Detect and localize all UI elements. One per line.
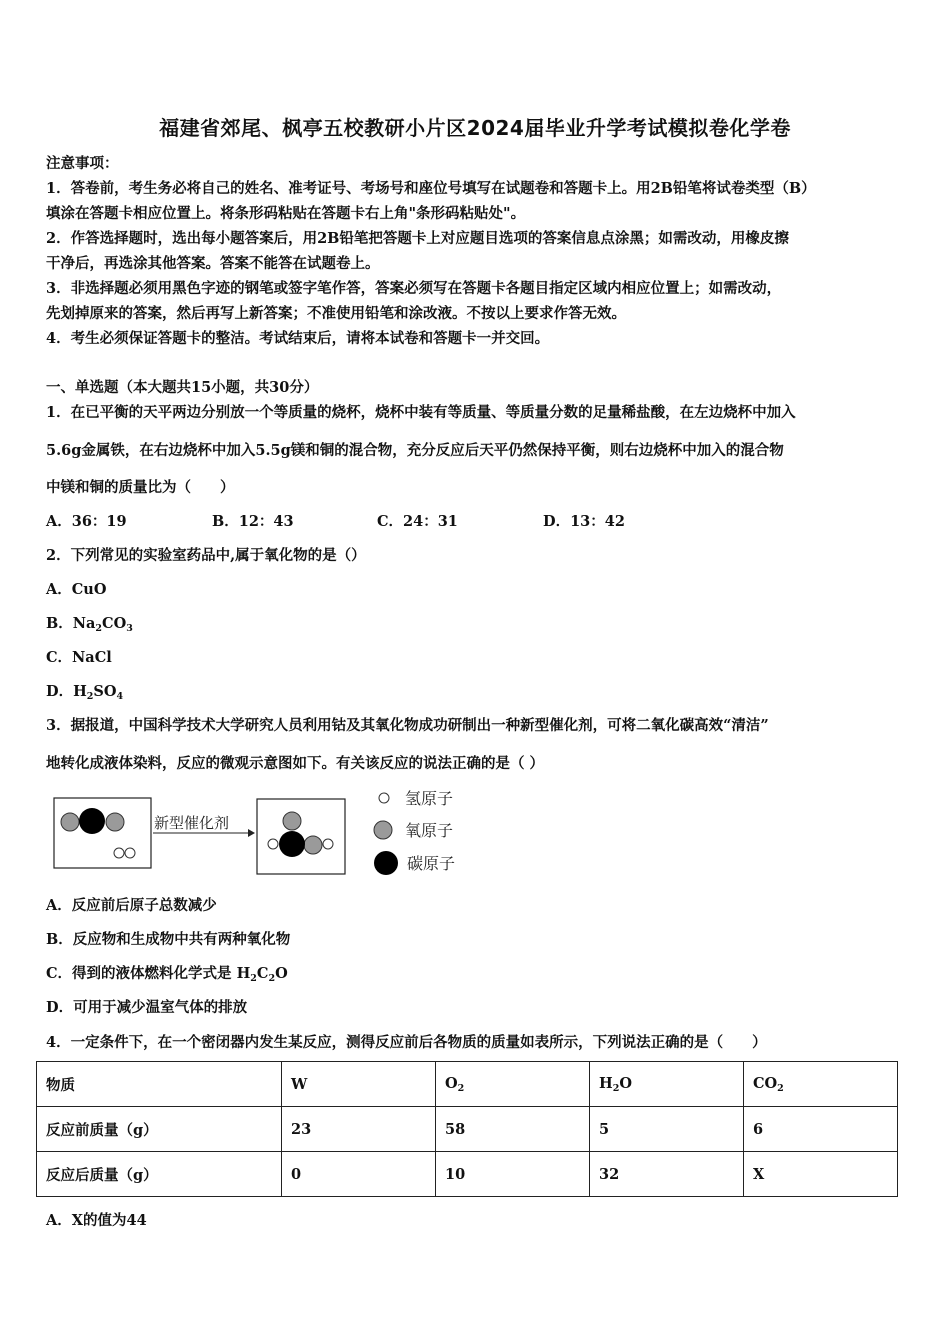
formula-subscript: 2 [612, 1082, 620, 1094]
table-header-cell: 物质 [37, 1062, 282, 1107]
mass-table [36, 1061, 898, 1197]
formula-part: CO [753, 1074, 778, 1092]
table-header-row [37, 1062, 898, 1107]
hydrogen-atom [114, 848, 124, 858]
notice-line: 1．答卷前，考生务必将自己的姓名、准考证号、考场号和座位号填写在试题卷和答题卡上。用2B铅笔将试卷类型（B） [46, 180, 816, 197]
formula: NaCl [72, 649, 112, 666]
q3-option-d: D．可用于减少温室气体的排放 [46, 999, 248, 1016]
carbon-atom [279, 831, 305, 857]
arrow-head [248, 829, 255, 837]
q1-stem-line: 5.6g金属铁，在右边烧杯中加入5.5g镁和铜的混合物，充分反应后天平仍然保持平衡，则右边烧杯中加入的混合物 [46, 442, 784, 459]
formula-subscript: 2 [457, 1082, 465, 1094]
formula-part: H [236, 965, 251, 982]
formula-part: C [256, 965, 269, 982]
option-prefix: A． [46, 581, 72, 598]
oxygen-atom [61, 813, 79, 831]
legend-hydrogen-icon [379, 793, 389, 803]
table-cell: 10 [436, 1152, 590, 1197]
oxygen-atom [283, 812, 301, 830]
notice-line: 4．考生必须保证答题卡的整洁。考试结束后，请将本试卷和答题卡一并交回。 [46, 330, 550, 347]
formula-part: O [275, 965, 288, 982]
formula-part: Na [72, 615, 96, 632]
notice-heading: 注意事项： [46, 155, 119, 172]
option-prefix: B． [46, 615, 73, 632]
option-prefix: D． [46, 683, 74, 700]
q2-option-b [46, 612, 133, 634]
formula-subscript: 2 [777, 1082, 784, 1094]
formula-subscript: 2 [250, 973, 257, 984]
q3-option-b: B．反应物和生成物中共有两种氧化物 [46, 931, 291, 948]
q3-option-c [46, 962, 288, 984]
q1-stem-line: 1．在已平衡的天平两边分别放一个等质量的烧杯，烧杯中装有等质量、等质量分数的足量稀盐酸，在左边烧杯中加入 [46, 404, 796, 421]
legend-carbon-label: 碳原子 [407, 854, 456, 873]
notice-line: 2．作答选择题时，选出每小题答案后，用2B铅笔把答题卡上对应题目选项的答案信息点涂黑；如需改动，用橡皮擦 [46, 230, 789, 247]
table-cell: 6 [744, 1107, 898, 1152]
formula-part: H [599, 1074, 613, 1092]
q1-option-a: A．36：19 [46, 513, 127, 530]
q1-option-b: B．12：43 [212, 513, 294, 530]
notice-line: 填涂在答题卡相应位置上。将条形码粘贴在答题卡右上角"条形码粘贴处"。 [46, 205, 526, 222]
section-heading: 一、单选题（本大题共15小题，共30分） [46, 379, 319, 396]
table-cell: 32 [590, 1152, 744, 1197]
catalyst-label: 新型催化剂 [154, 814, 230, 832]
oxygen-atom [304, 836, 322, 854]
option-prefix: C．得到的液体燃料化学式是 [46, 965, 237, 982]
formula-subscript: 2 [268, 973, 276, 984]
legend-hydrogen-label: 氢原子 [405, 789, 454, 808]
reactant-box [54, 798, 151, 868]
notice-line: 干净后，再选涂其他答案。答案不能答在试题卷上。 [46, 255, 380, 272]
q1-option-d: D．13：42 [543, 513, 625, 530]
table-header-cell [590, 1062, 744, 1107]
table-cell: 反应前质量（g） [37, 1107, 282, 1152]
hydrogen-atom [125, 848, 135, 858]
legend-carbon-icon [374, 851, 398, 875]
table-cell: 0 [282, 1152, 436, 1197]
hydrogen-atom [268, 839, 278, 849]
carbon-atom [79, 808, 105, 834]
table-row [37, 1107, 898, 1152]
oxygen-atom [106, 813, 124, 831]
formula-subscript: 4 [116, 691, 124, 702]
formula-part: O [619, 1074, 632, 1092]
table-cell: 5 [590, 1107, 744, 1152]
formula-subscript: 3 [126, 623, 133, 634]
hydrogen-atom [323, 839, 333, 849]
table-cell: 反应后质量（g） [37, 1152, 282, 1197]
q3-stem-line: 地转化成液体染料，反应的微观示意图如下。有关该反应的说法正确的是（ ） [46, 755, 545, 772]
q1-stem-line: 中镁和铜的质量比为（ ） [46, 479, 235, 496]
q2-option-a [46, 578, 106, 599]
formula-part: CO [102, 615, 127, 632]
table-header-cell: W [282, 1062, 436, 1107]
q2-option-c [46, 646, 112, 667]
q4-option-a: A．X的值为44 [46, 1212, 147, 1229]
table-header-cell [744, 1062, 898, 1107]
formula-subscript: 2 [86, 691, 94, 702]
formula-subscript: 2 [95, 623, 103, 634]
table-row [37, 1152, 898, 1197]
table-header-cell [436, 1062, 590, 1107]
table-cell: 23 [282, 1107, 436, 1152]
legend-oxygen-label: 氧原子 [405, 821, 454, 840]
q2-option-d [46, 680, 123, 702]
option-prefix: C． [46, 649, 73, 666]
page-title: 福建省郊尾、枫亭五校教研小片区2024届毕业升学考试模拟卷化学卷 [159, 116, 791, 140]
formula: CuO [71, 581, 107, 598]
table-cell: 58 [436, 1107, 590, 1152]
table-cell: X [744, 1152, 898, 1197]
formula-part: SO [93, 683, 117, 700]
reaction-diagram [50, 788, 470, 878]
q3-option-a: A．反应前后原子总数减少 [46, 897, 217, 914]
q4-stem: 4．一定条件下，在一个密闭器内发生某反应，测得反应前后各物质的质量如表所示，下列说法正确的是（ ） [46, 1034, 767, 1051]
q2-stem: 2．下列常见的实验室药品中,属于氧化物的是（） [46, 547, 366, 564]
notice-line: 3．非选择题必须用黑色字迹的钢笔或签字笔作答，答案必须写在答题卡各题目指定区域内相应位置上；如需改动， [46, 280, 782, 297]
formula-part: H [73, 683, 87, 700]
notice-line: 先划掉原来的答案，然后再写上新答案；不准使用铅笔和涂改液。不按以上要求作答无效。 [46, 305, 626, 322]
legend-oxygen-icon [374, 821, 392, 839]
formula-part: O [445, 1074, 458, 1092]
q1-option-c: C．24：31 [377, 513, 458, 530]
q3-stem-line: 3．据报道，中国科学技术大学研究人员利用钴及其氧化物成功研制出一种新型催化剂，可将二氧化碳高效“清洁” [46, 717, 769, 734]
